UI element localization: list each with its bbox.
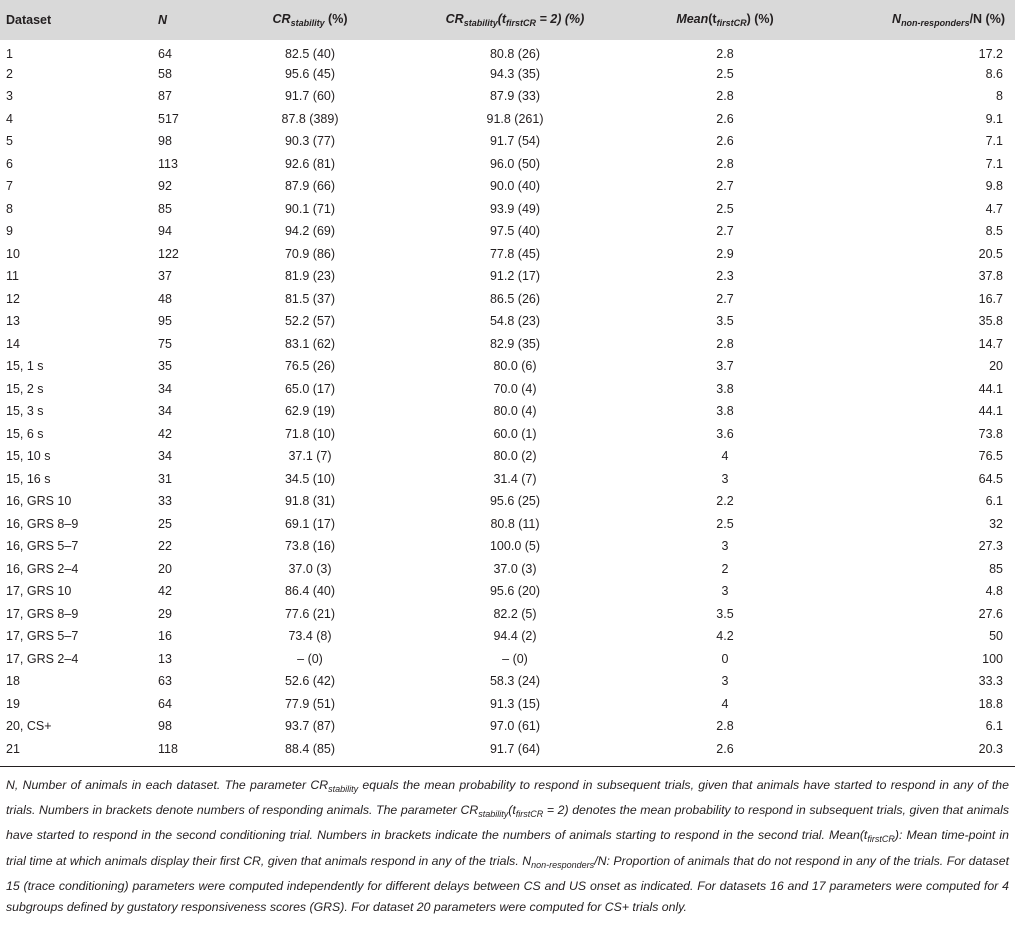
non-responders-cell: 8: [996, 89, 1003, 104]
table-row: [0, 445, 1015, 468]
table-row: [0, 130, 1015, 153]
mean-tfirstcr-cell: 4: [721, 696, 729, 711]
cr-stability-cell: 81.9 (23): [284, 269, 336, 284]
n-cell: 31: [158, 471, 172, 486]
table-row: [0, 63, 1015, 86]
non-responders-cell: 4.7: [985, 201, 1003, 216]
n-cell: 34: [158, 381, 172, 396]
cr-stability-t2-cell: 80.0 (4): [493, 404, 537, 419]
non-responders-cell: 6.1: [985, 719, 1003, 734]
table-body: [0, 40, 1015, 760]
dataset-cell: 19: [6, 696, 20, 711]
header-mean-tfirstcr: $Mean(t_{firstCR})$ (%): [676, 12, 774, 28]
cr-stability-t2-cell: 95.6 (20): [489, 584, 541, 599]
cr-stability-cell: 81.5 (37): [284, 291, 336, 306]
n-cell: 34: [158, 449, 172, 464]
cr-stability-cell: 76.5 (26): [284, 359, 336, 374]
non-responders-cell: 8.6: [985, 66, 1003, 81]
non-responders-cell: 20.5: [978, 246, 1003, 261]
dataset-cell: 3: [6, 89, 13, 104]
mean-tfirstcr-cell: 3: [721, 674, 729, 689]
dataset-cell: 15, 3 s: [6, 404, 44, 419]
mean-tfirstcr-cell: 2.5: [716, 516, 734, 531]
table-row: [0, 580, 1015, 603]
dataset-cell: 15, 1 s: [6, 359, 44, 374]
non-responders-cell: 7.1: [985, 134, 1003, 149]
mean-tfirstcr-cell: 0: [721, 651, 729, 666]
non-responders-cell: 32: [989, 516, 1003, 531]
non-responders-cell: 20.3: [978, 741, 1003, 756]
n-cell: 25: [158, 516, 172, 531]
cr-stability-t2-cell: 93.9 (49): [489, 201, 541, 216]
n-cell: 87: [158, 89, 172, 104]
cr-stability-cell: 77.6 (21): [284, 606, 336, 621]
mean-tfirstcr-cell: 3.5: [716, 314, 734, 329]
cr-stability-cell: 94.2 (69): [284, 224, 336, 239]
table-row: [0, 648, 1015, 671]
table-row: [0, 625, 1015, 648]
cr-stability-cell: 90.3 (77): [284, 134, 336, 149]
cr-stability-cell: 69.1 (17): [284, 516, 336, 531]
n-cell: 95: [158, 314, 172, 329]
non-responders-cell: 16.7: [978, 291, 1003, 306]
table-footnote: N, Number of animals in each dataset. The parameter $CR_{stability}$ equals the mean probability to respond in subsequent trials, given that animals have started to respond in any of the trials. Numbers in brackets denote numbers of responding animals. The parameter $CR_{stability}(t_{firstCR} = 2)$ denotes the mean probability to respond in subsequent trials, given that animals have started to respond in the second conditioning trial. Numbers in brackets indicate the numbers of animals starting to respond in the second trial. $Mean(t_{firstCR})$: Mean time-point in trial time at which animals display their first CR, given that animals respond in any of the trials. $N_{non-responders}/N$: Proportion of animals that do not respond in any of the trials. For dataset 15 (trace conditioning) parameters were computed independently for different delays between CS and US onset as indicated. For datasets 16 and 17 parameters were computed for 4 subgroups defined by gustatory responsiveness scores (GRS). For dataset 20 parameters were computed for CS+ trials only.: [6, 778, 1009, 915]
table-row: [0, 513, 1015, 536]
mean-tfirstcr-cell: 4.2: [716, 629, 734, 644]
cr-stability-cell: 71.8 (10): [284, 426, 336, 441]
cr-stability-cell: 90.1 (71): [284, 201, 336, 216]
dataset-cell: 6: [6, 156, 13, 171]
cr-stability-cell: 77.9 (51): [284, 696, 336, 711]
non-responders-cell: 6.1: [985, 494, 1003, 509]
n-cell: 94: [158, 224, 172, 239]
mean-tfirstcr-cell: 3.8: [716, 404, 734, 419]
n-cell: 92: [158, 179, 172, 194]
table-row: [0, 153, 1015, 176]
cr-stability-t2-cell: 95.6 (25): [489, 494, 541, 509]
cr-stability-cell: 91.7 (60): [284, 89, 336, 104]
dataset-cell: 8: [6, 201, 13, 216]
non-responders-cell: 76.5: [978, 449, 1003, 464]
cr-stability-t2-cell: 94.3 (35): [489, 66, 541, 81]
cr-stability-t2-cell: 80.8 (11): [490, 516, 540, 531]
dataset-cell: 4: [6, 111, 13, 126]
cr-stability-cell: 37.0 (3): [288, 561, 332, 576]
mean-tfirstcr-cell: 4: [721, 449, 729, 464]
non-responders-cell: 73.8: [978, 426, 1003, 441]
non-responders-cell: 20: [989, 359, 1003, 374]
cr-stability-cell: 73.8 (16): [284, 539, 336, 554]
cr-stability-t2-cell: 80.8 (26): [489, 47, 541, 62]
n-cell: 37: [158, 269, 172, 284]
non-responders-cell: 18.8: [978, 696, 1003, 711]
dataset-cell: 9: [6, 224, 13, 239]
n-cell: 85: [158, 201, 172, 216]
cr-stability-cell: 83.1 (62): [284, 336, 336, 351]
cr-stability-cell: 52.6 (42): [284, 674, 336, 689]
dataset-cell: 17, GRS 8–9: [6, 606, 79, 621]
n-cell: 64: [158, 696, 172, 711]
cr-stability-cell: 82.5 (40): [284, 47, 336, 62]
n-cell: 98: [158, 719, 172, 734]
cr-stability-t2-cell: 60.0 (1): [493, 426, 537, 441]
table-row: [0, 333, 1015, 356]
n-cell: 113: [158, 156, 178, 171]
n-cell: 13: [158, 651, 172, 666]
cr-stability-cell: 86.4 (40): [284, 584, 336, 599]
n-cell: 122: [158, 246, 179, 261]
table-row: [0, 40, 1015, 63]
non-responders-cell: 9.8: [985, 179, 1003, 194]
table-row: [0, 603, 1015, 626]
header-non-responders: $N_{non-responders}/N$ (%): [892, 12, 1005, 28]
dataset-cell: 5: [6, 134, 13, 149]
cr-stability-cell: 52.2 (57): [284, 314, 336, 329]
table-row: [0, 288, 1015, 311]
table-row: [0, 378, 1015, 401]
non-responders-cell: 50: [989, 629, 1003, 644]
non-responders-cell: 37.8: [978, 269, 1003, 284]
table-row: [0, 423, 1015, 446]
dataset-cell: 17, GRS 5–7: [6, 629, 79, 644]
n-cell: 16: [158, 629, 172, 644]
cr-stability-t2-cell: 80.0 (6): [493, 359, 537, 374]
cr-stability-cell: 92.6 (81): [284, 156, 336, 171]
n-cell: 517: [158, 111, 179, 126]
non-responders-cell: 44.1: [978, 404, 1003, 419]
table-row: [0, 265, 1015, 288]
cr-stability-t2-cell: 91.8 (261): [486, 111, 544, 126]
mean-tfirstcr-cell: 2.7: [716, 291, 734, 306]
dataset-cell: 21: [6, 741, 20, 756]
mean-tfirstcr-cell: 2.7: [716, 224, 734, 239]
dataset-cell: 18: [6, 674, 20, 689]
dataset-cell: 2: [6, 66, 13, 81]
n-cell: 22: [158, 539, 172, 554]
cr-stability-t2-cell: 80.0 (2): [493, 449, 537, 464]
table-row: [0, 400, 1015, 423]
non-responders-cell: 27.6: [978, 606, 1003, 621]
mean-tfirstcr-cell: 2.5: [716, 66, 734, 81]
cr-stability-t2-cell: 37.0 (3): [493, 561, 537, 576]
header-row: [0, 0, 1015, 40]
non-responders-cell: 33.3: [978, 674, 1003, 689]
cr-stability-cell: 73.4 (8): [288, 629, 332, 644]
non-responders-cell: 8.5: [985, 224, 1003, 239]
mean-tfirstcr-cell: 2.3: [716, 269, 734, 284]
non-responders-cell: 35.8: [978, 314, 1003, 329]
non-responders-cell: 44.1: [978, 381, 1003, 396]
mean-tfirstcr-cell: 2.9: [716, 246, 734, 261]
mean-tfirstcr-cell: 3: [721, 584, 729, 599]
dataset-cell: 15, 6 s: [6, 426, 44, 441]
mean-tfirstcr-cell: 3: [721, 471, 729, 486]
table-row: [0, 220, 1015, 243]
cr-stability-cell: 87.8 (389): [281, 111, 339, 126]
cr-stability-cell: 93.7 (87): [284, 719, 336, 734]
cr-stability-cell: 70.9 (86): [284, 246, 336, 261]
mean-tfirstcr-cell: 2.8: [716, 47, 734, 62]
cr-stability-cell: 87.9 (66): [284, 179, 336, 194]
n-cell: 63: [158, 674, 172, 689]
cr-stability-t2-cell: 90.0 (40): [489, 179, 541, 194]
non-responders-cell: 85: [989, 561, 1003, 576]
non-responders-cell: 64.5: [978, 471, 1003, 486]
cr-stability-t2-cell: 77.8 (45): [489, 246, 541, 261]
cr-stability-cell: 65.0 (17): [284, 381, 336, 396]
cr-stability-t2-cell: – (0): [502, 651, 528, 666]
dataset-cell: 16, GRS 8–9: [6, 516, 79, 531]
cr-stability-t2-cell: 82.9 (35): [489, 336, 541, 351]
cr-stability-t2-cell: 91.7 (54): [489, 134, 541, 149]
n-cell: 33: [158, 494, 172, 509]
n-cell: 20: [158, 561, 172, 576]
dataset-cell: 16, GRS 2–4: [6, 561, 79, 576]
header-dataset: Dataset: [6, 13, 52, 27]
table-row: [0, 535, 1015, 558]
mean-tfirstcr-cell: 2.8: [716, 336, 734, 351]
dataset-cell: 14: [6, 336, 20, 351]
cr-stability-t2-cell: 91.7 (64): [489, 741, 541, 756]
header-cr-stability-t2: $CR_{stability}(t_{firstCR} = 2)$ (%): [445, 12, 585, 28]
cr-stability-t2-cell: 70.0 (4): [493, 381, 537, 396]
mean-tfirstcr-cell: 2.8: [716, 719, 734, 734]
dataset-cell: 15, 2 s: [6, 381, 44, 396]
cr-stability-cell: 34.5 (10): [284, 471, 336, 486]
non-responders-cell: 4.8: [985, 584, 1003, 599]
mean-tfirstcr-cell: 2.5: [716, 201, 734, 216]
cr-stability-t2-cell: 86.5 (26): [489, 291, 541, 306]
table-row: [0, 468, 1015, 491]
mean-tfirstcr-cell: 3.6: [716, 426, 734, 441]
header-cr-stability: $CR_{stability}$ (%): [272, 12, 348, 28]
n-cell: 29: [158, 606, 172, 621]
cr-stability-cell: 62.9 (19): [284, 404, 336, 419]
n-cell: 35: [158, 359, 172, 374]
non-responders-cell: 9.1: [985, 111, 1003, 126]
mean-tfirstcr-cell: 2.8: [716, 156, 734, 171]
dataset-cell: 17, GRS 2–4: [6, 651, 79, 666]
table-row: [0, 198, 1015, 221]
cr-stability-cell: 91.8 (31): [284, 494, 336, 509]
non-responders-cell: 7.1: [985, 156, 1003, 171]
cr-stability-t2-cell: 96.0 (50): [489, 156, 541, 171]
mean-tfirstcr-cell: 2.6: [716, 741, 734, 756]
mean-tfirstcr-cell: 3.5: [716, 606, 734, 621]
cr-stability-t2-cell: 31.4 (7): [493, 471, 537, 486]
cr-stability-cell: – (0): [297, 651, 323, 666]
n-cell: 48: [158, 291, 172, 306]
n-cell: 75: [158, 336, 172, 351]
n-cell: 42: [158, 426, 172, 441]
table-row: [0, 558, 1015, 581]
mean-tfirstcr-cell: 2.2: [716, 494, 734, 509]
n-cell: 58: [158, 66, 172, 81]
dataset-cell: 15, 16 s: [6, 471, 51, 486]
non-responders-cell: 17.2: [978, 47, 1003, 62]
dataset-cell: 11: [6, 269, 19, 284]
n-cell: 42: [158, 584, 172, 599]
dataset-cell: 16, GRS 5–7: [6, 539, 79, 554]
table-row: [0, 108, 1015, 131]
non-responders-cell: 27.3: [978, 539, 1003, 554]
n-cell: 34: [158, 404, 172, 419]
dataset-cell: 20, CS+: [6, 719, 52, 734]
table-row: [0, 670, 1015, 693]
table-row: [0, 355, 1015, 378]
table-row: [0, 310, 1015, 333]
cr-stability-t2-cell: 94.4 (2): [493, 629, 537, 644]
mean-tfirstcr-cell: 2.6: [716, 111, 734, 126]
cr-stability-t2-cell: 54.8 (23): [489, 314, 541, 329]
mean-tfirstcr-cell: 2.6: [716, 134, 734, 149]
n-cell: 118: [158, 741, 178, 756]
dataset-cell: 15, 10 s: [6, 449, 51, 464]
table-row: [0, 85, 1015, 108]
dataset-cell: 7: [6, 179, 13, 194]
cr-stability-t2-cell: 97.5 (40): [489, 224, 541, 239]
cr-stability-t2-cell: 58.3 (24): [489, 674, 541, 689]
dataset-cell: 1: [6, 47, 13, 62]
dataset-cell: 13: [6, 314, 20, 329]
table-row: [0, 693, 1015, 716]
cr-stability-cell: 37.1 (7): [288, 449, 332, 464]
mean-tfirstcr-cell: 2: [721, 561, 729, 576]
cr-stability-cell: 88.4 (85): [284, 741, 336, 756]
n-cell: 98: [158, 134, 172, 149]
mean-tfirstcr-cell: 3.7: [716, 359, 734, 374]
dataset-cell: 16, GRS 10: [6, 494, 72, 509]
cr-stability-t2-cell: 100.0 (5): [489, 539, 541, 554]
table-row: [0, 243, 1015, 266]
non-responders-cell: 100: [982, 651, 1003, 666]
non-responders-cell: 14.7: [978, 336, 1003, 351]
mean-tfirstcr-cell: 3: [721, 539, 729, 554]
n-cell: 64: [158, 47, 172, 62]
header-n: N: [158, 13, 168, 27]
cr-stability-t2-cell: 97.0 (61): [489, 719, 541, 734]
cr-stability-t2-cell: 91.3 (15): [489, 696, 541, 711]
dataset-cell: 17, GRS 10: [6, 584, 72, 599]
cr-stability-t2-cell: 87.9 (33): [489, 89, 541, 104]
table-row: [0, 738, 1015, 761]
cr-stability-t2-cell: 91.2 (17): [489, 269, 541, 284]
mean-tfirstcr-cell: 2.7: [716, 179, 734, 194]
table-row: [0, 490, 1015, 513]
table-row: [0, 175, 1015, 198]
dataset-cell: 10: [6, 246, 20, 261]
table-row: [0, 715, 1015, 738]
cr-stability-cell: 95.6 (45): [284, 66, 336, 81]
cr-stability-t2-cell: 82.2 (5): [493, 606, 537, 621]
mean-tfirstcr-cell: 3.8: [716, 381, 734, 396]
mean-tfirstcr-cell: 2.8: [716, 89, 734, 104]
dataset-cell: 12: [6, 291, 20, 306]
